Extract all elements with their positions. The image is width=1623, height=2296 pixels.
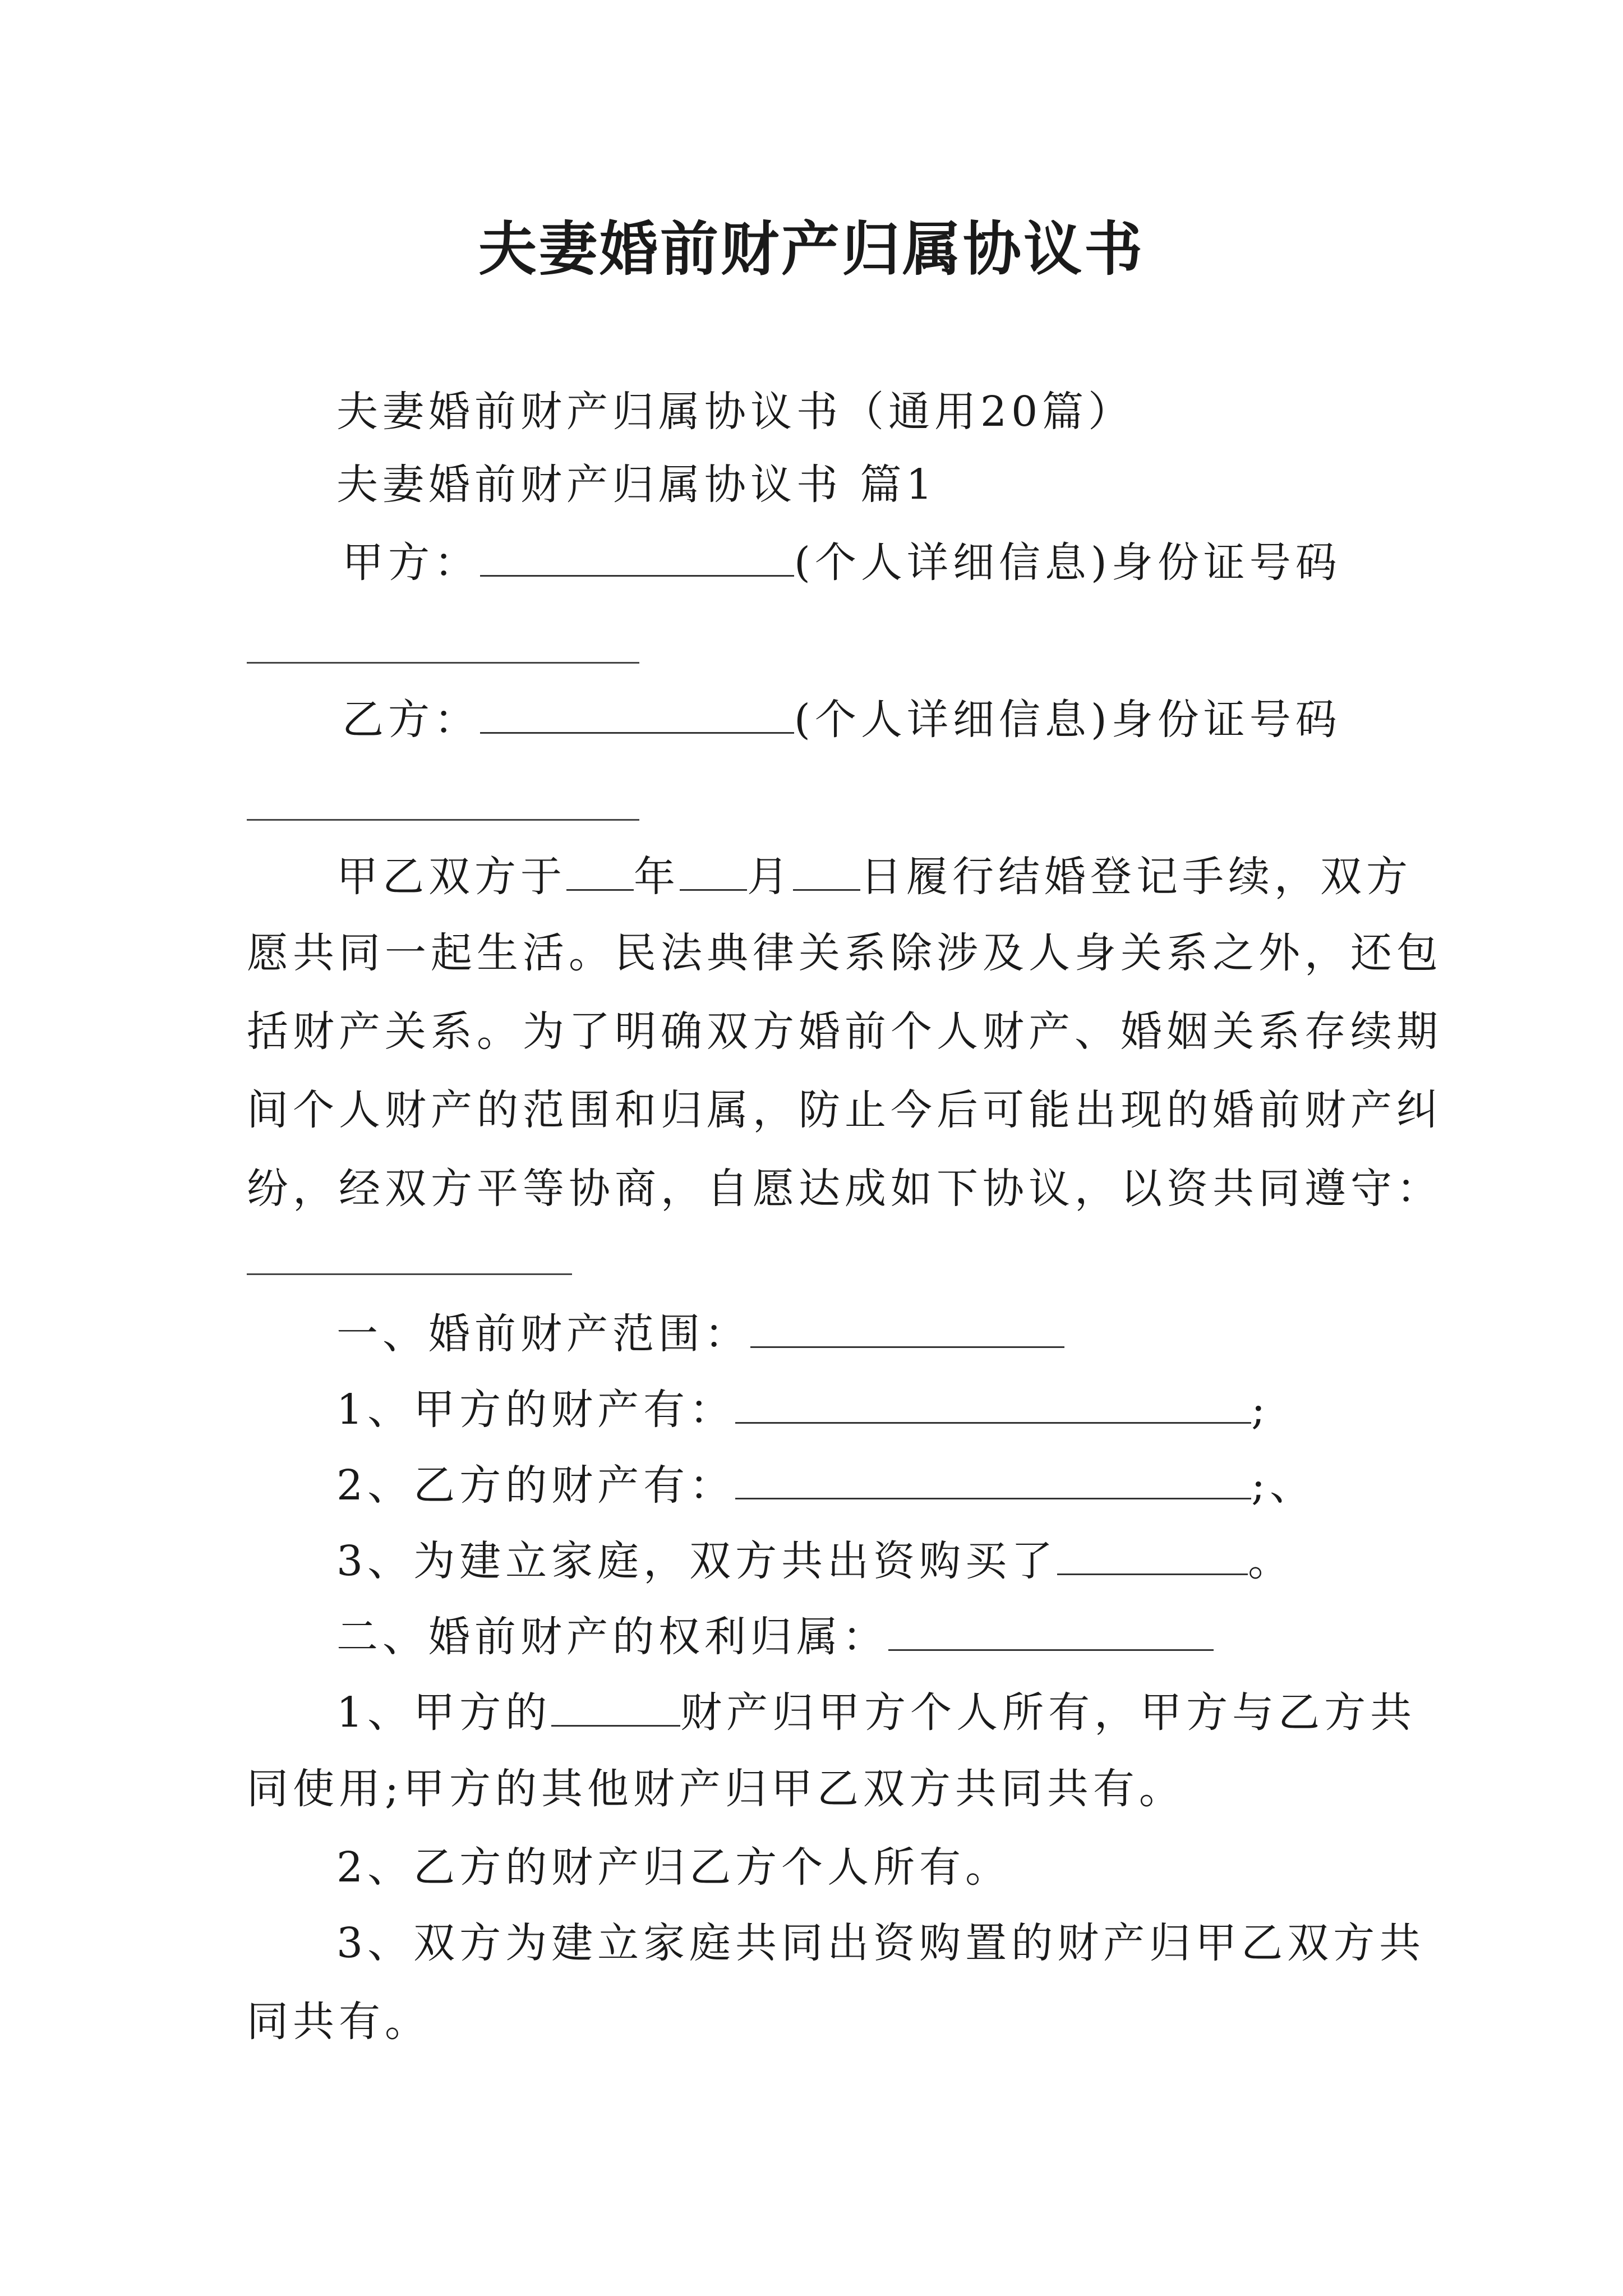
section-1-blank: [750, 1307, 1064, 1348]
page-title: 夫妻婚前财产归属协议书: [478, 214, 1145, 283]
chapter-heading: 夫妻婚前财产归属协议书 篇1: [336, 461, 937, 509]
year-blank: [566, 850, 634, 891]
section-1-heading: 一、婚前财产范围：: [336, 1310, 750, 1358]
section-2-item-3-cont: 同共有。: [247, 1998, 431, 2046]
intro-trailing-blank: [247, 1273, 572, 1275]
section-2-item-2: 2、乙方的财产归乙方个人所有。: [336, 1843, 1012, 1892]
item-text: 1、甲方的: [336, 1688, 552, 1737]
item-label: 1、甲方的财产有：: [336, 1386, 736, 1434]
intro-text: 甲乙双方于: [336, 853, 566, 901]
section-1-item-2: [336, 1458, 1316, 1511]
party-a-line: [342, 536, 1341, 588]
party-a-id-blank: [247, 662, 639, 664]
year-label: 年: [634, 853, 680, 901]
intro-line-5: 纷，经双方平等协商，自愿达成如下协议，以资共同遵守：: [247, 1165, 1442, 1213]
intro-line-2: 愿共同一起生活。民法典律关系除涉及人身关系之外，还包: [247, 929, 1442, 977]
day-blank: [793, 850, 860, 891]
item-label: 2、乙方的财产有：: [336, 1461, 736, 1510]
month-blank: [680, 850, 747, 891]
section-2-item-3: 3、双方为建立家庭共同出资购置的财产归甲乙双方共: [336, 1919, 1426, 1967]
section-1-heading-line: [336, 1307, 1064, 1359]
intro-line-4: 间个人财产的范围和归属，防止今后可能出现的婚前财产纠: [247, 1086, 1442, 1134]
party-b-suffix: (个人详细信息)身份证号码: [794, 696, 1341, 744]
month-label: 月: [747, 853, 793, 901]
party-a-property-blank: [551, 1686, 680, 1727]
party-a-label: 甲方：: [342, 539, 480, 587]
intro-line-1: [336, 850, 1412, 902]
section-2-heading-line: [336, 1610, 1214, 1662]
section-1-item-1: [336, 1383, 1270, 1435]
intro-text: 日履行结婚登记手续，双方: [860, 853, 1412, 901]
document-subtitle: 夫妻婚前财产归属协议书（通用20篇）: [336, 388, 1135, 436]
party-b-name-blank: [480, 693, 794, 734]
item-text: 财产归甲方个人所有，甲方与乙方共: [680, 1688, 1417, 1737]
section-2-blank: [888, 1610, 1214, 1651]
item-end: 。: [1248, 1537, 1294, 1585]
party-b-label: 乙方：: [342, 696, 480, 744]
party-b-line: [342, 693, 1341, 745]
section-1-item-3: [336, 1534, 1294, 1586]
intro-line-3: 括财产关系。为了明确双方婚前个人财产、婚姻关系存续期: [247, 1007, 1442, 1056]
section-2-item-1: [336, 1686, 1416, 1738]
joint-purchase-blank: [1057, 1534, 1248, 1575]
party-b-assets-blank: [735, 1458, 1251, 1499]
item-label: 3、为建立家庭，双方共出资购买了: [336, 1537, 1058, 1585]
party-a-suffix: (个人详细信息)身份证号码: [794, 539, 1341, 587]
party-b-id-blank: [247, 819, 639, 821]
section-2-heading: 二、婚前财产的权利归属：: [336, 1613, 888, 1661]
party-a-assets-blank: [735, 1383, 1251, 1424]
item-end: ;、: [1251, 1461, 1316, 1510]
section-2-item-1-cont: 同使用;甲方的其他财产归甲乙双方共同共有。: [247, 1765, 1185, 1813]
item-end: ;: [1251, 1386, 1270, 1434]
party-a-name-blank: [480, 536, 794, 577]
